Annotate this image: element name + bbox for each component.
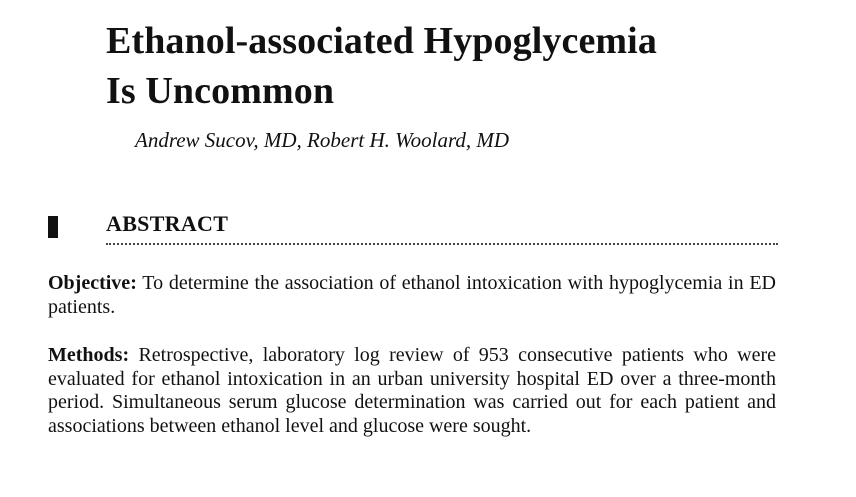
methods-text: Retrospective, laboratory log review of 953 consecutive patients who were evaluated for ethanol intoxication in an urban university hospital ED over a three-month period. Simultaneous serum glucose determination was carried out for each patient and associations between ethanol level and glucose were sought.: [48, 344, 776, 437]
author-list: Andrew Sucov, MD, Robert H. Woolard, MD: [135, 128, 510, 152]
abstract-heading: ABSTRACT: [106, 211, 229, 236]
dotted-rule: [106, 243, 778, 245]
objective-paragraph: [48, 272, 776, 319]
article-title-line-2: Is Uncommon: [106, 70, 335, 112]
article-title-line-1: Ethanol-associated Hypoglycemia: [106, 20, 657, 62]
section-marker-bar: [48, 216, 58, 238]
methods-label: Methods:: [48, 344, 130, 366]
methods-paragraph: [48, 344, 776, 438]
objective-text: To determine the association of ethanol intoxication with hypoglycemia in ED patients.: [48, 272, 776, 318]
article-title: [106, 16, 657, 116]
abstract-header: [48, 210, 778, 246]
objective-label: Objective:: [48, 272, 137, 294]
